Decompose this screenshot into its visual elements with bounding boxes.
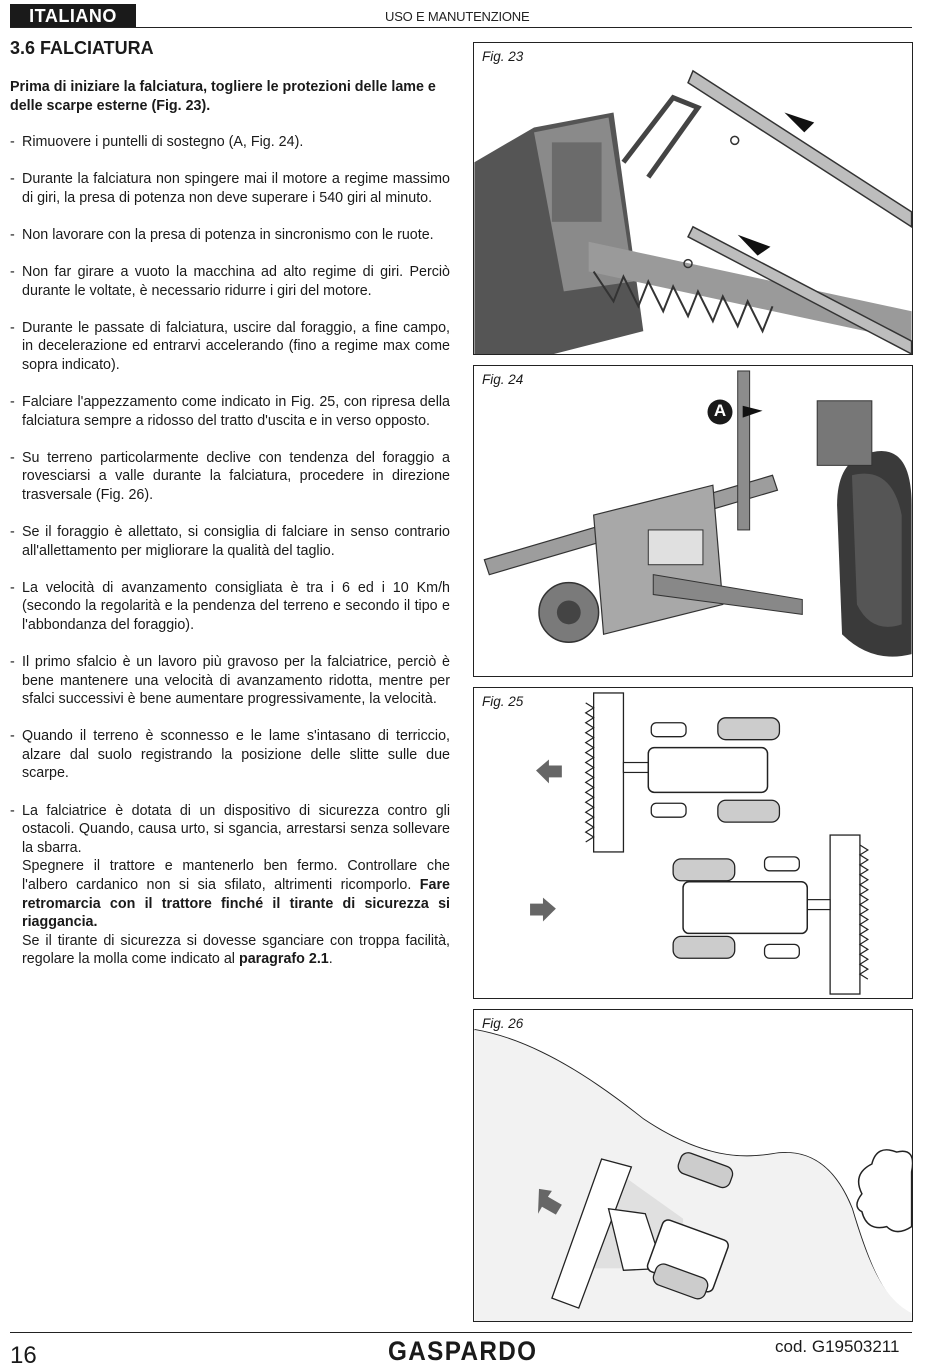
figure-label: Fig. 25 (482, 694, 524, 709)
slope-mowing-illustration (474, 1010, 912, 1321)
safety-text-2 (22, 857, 450, 931)
document-code: cod. G19503211 (775, 1337, 900, 1356)
list-item-text: Non far girare a vuoto la macchina ad alto regime di giri. Perciò durante le voltate, è necessario ridurre i giri del motore. (22, 264, 450, 299)
list-item: - Quando il terreno è sconnesso e le lame s'intasano di terriccio, alzare dal suolo registrando la posizione delle slitte sulle due scarpe. (10, 728, 450, 782)
list-item-text: Su terreno particolarmente declive con tendenza del foraggio a rovesciarsi a valle durante la falciatura, procedere in direzione trasversale (Fig. 26). (22, 449, 450, 503)
section-title: 3.6 FALCIATURA (10, 38, 154, 58)
list-item-text: Quando il terreno è sconnesso e le lame s'intasano di terriccio, alzare dal suolo registrando la posizione delle slitte sulle due scarpe. (22, 728, 450, 782)
paragraph-reference: paragrafo 2.1 (238, 951, 329, 968)
figure-25 (473, 687, 913, 999)
list-item-text: Non lavorare con la presa di potenza in sincronismo con le ruote. (22, 226, 434, 243)
list-item: - Se il foraggio è allettato, si consiglia di falciare in senso contrario all'allettamento per migliorare la qualità del taglio. (10, 524, 450, 559)
header-divider (10, 27, 912, 28)
figure-label: Fig. 24 (482, 372, 524, 387)
mower-support-struts-illustration (474, 366, 912, 676)
list-item: - Rimuovere i puntelli di sostegno (A, Fig. 24). (10, 133, 450, 152)
instruction-list (10, 133, 450, 969)
figure-24 (473, 365, 913, 677)
page-number: 16 (10, 1342, 37, 1369)
safety-text-3-end: . (328, 951, 333, 968)
safety-text-2-plain: Spegnere il trattore e mantenerlo ben fermo. Controllare che l'albero cardanico non si sia sfilato, altrimenti ricomporlo. (22, 858, 450, 893)
list-item: - La velocità di avanzamento consigliata è tra i 6 ed i 10 Km/h (secondo la regolarità e la pendenza del terreno e secondo il tipo e l'abbondanza del foraggio). (10, 579, 450, 633)
intro-paragraph: Prima di iniziare la falciatura, togliere le protezioni delle lame e delle scarpe esterne (Fig. 23). (10, 79, 436, 114)
list-item: - Non far girare a vuoto la macchina ad alto regime di giri. Perciò durante le voltate, è necessario ridurre i giri del motore. (10, 264, 450, 299)
figure-label: Fig. 26 (482, 1016, 524, 1031)
footer-divider (10, 1332, 912, 1333)
instructions-column (10, 78, 450, 987)
figure-23 (473, 42, 913, 355)
safety-text-3 (22, 932, 450, 969)
list-item: - Su terreno particolarmente declive con tendenza del foraggio a rovesciarsi a valle durante la falciatura, procedere in direzione trasversale (Fig. 26). (10, 449, 450, 503)
safety-text-3-plain: Se il tirante di sicurezza si dovesse sganciare con troppa facilità, regolare la molla come indicato al (22, 932, 450, 968)
list-item-text: La velocità di avanzamento consigliata è tra i 6 ed i 10 Km/h (secondo la regolarità e la pendenza del terreno e secondo il tipo e l'abbondanza del foraggio). (22, 579, 450, 633)
list-item-text: Il primo sfalcio è un lavoro più gravoso per la falciatrice, perciò è bene mantenere una velocità di avanzamento ridotta, mentre per sfalci successivi è bene aumentare progressivamente, la velocità. (22, 653, 450, 708)
list-item-text: Falciare l'appezzamento come indicato in Fig. 25, con ripresa della falciatura sempre a ridosso del tratto d'uscita e in verso opposto. (22, 394, 450, 429)
safety-text-1: La falciatrice è dotata di un dispositivo di sicurezza contro gli ostacoli. Quando, causa urto, si sgancia, arrestarsi senza sollevare la sbarra. (22, 802, 450, 856)
list-item-text: Durante le passate di falciatura, uscire dal foraggio, a fine campo, in decelerazione ed entrarvi accelerando (fino a regime max come sopra indicato). (22, 319, 450, 373)
list-item: - Durante la falciatura non spingere mai il motore a regime massimo di giri, la presa di potenza non deve superare i 540 giri al minuto. (10, 171, 450, 206)
safety-device-item: - La falciatrice è dotata di un dispositivo di sicurezza contro gli ostacoli. Quando, causa urto, si sgancia, arrestarsi senza sollevare la sbarra. Spegnere il trattore e mantenerlo ben fermo. Controllare che l'albero cardanico non si sia sfilato, altrimenti ricomporlo. Fare retromarcia con il trattore finché il tirante di sicurezza si riaggancia. Se il tirante di sicurezza si dovesse sganciare con troppa facilità, regolare la molla come indicato al paragrafo 2.1. (10, 802, 450, 968)
brand-logo: GASPARDO (388, 1336, 538, 1366)
list-item-text: Durante la falciatura non spingere mai il motore a regime massimo di giri, la presa di potenza non deve superare i 540 giri al minuto. (22, 171, 450, 206)
list-item: - Durante le passate di falciatura, uscire dal foraggio, a fine campo, in decelerazione ed entrarvi accelerando (fino a regime max come sopra indicato). (10, 319, 450, 373)
mower-guard-removal-illustration (474, 43, 912, 354)
list-item-text: Rimuovere i puntelli di sostegno (A, Fig. 24). (22, 134, 304, 151)
mowing-pattern-illustration (474, 688, 912, 998)
figure-label: Fig. 23 (482, 49, 524, 64)
figure-26 (473, 1009, 913, 1322)
safety-text-2-bold: Fare retromarcia con il trattore finché il tirante di sicurezza si riaggancia. (22, 876, 450, 931)
callout-label-a: A (713, 401, 727, 420)
language-tab: ITALIANO (10, 4, 136, 28)
list-item: - Il primo sfalcio è un lavoro più gravoso per la falciatrice, perciò è bene mantenere una velocità di avanzamento ridotta, mentre per sfalci successivi è bene aumentare progressivamente, la velocità. (10, 653, 450, 708)
list-item: - Falciare l'appezzamento come indicato in Fig. 25, con ripresa della falciatura sempre a ridosso del tratto d'uscita e in verso opposto. (10, 394, 450, 429)
list-item-text: Se il foraggio è allettato, si consiglia di falciare in senso contrario all'allettamento per migliorare la qualità del taglio. (22, 524, 450, 559)
running-head: USO E MANUTENZIONE (385, 9, 530, 24)
list-item: - Non lavorare con la presa di potenza in sincronismo con le ruote. (10, 226, 450, 245)
